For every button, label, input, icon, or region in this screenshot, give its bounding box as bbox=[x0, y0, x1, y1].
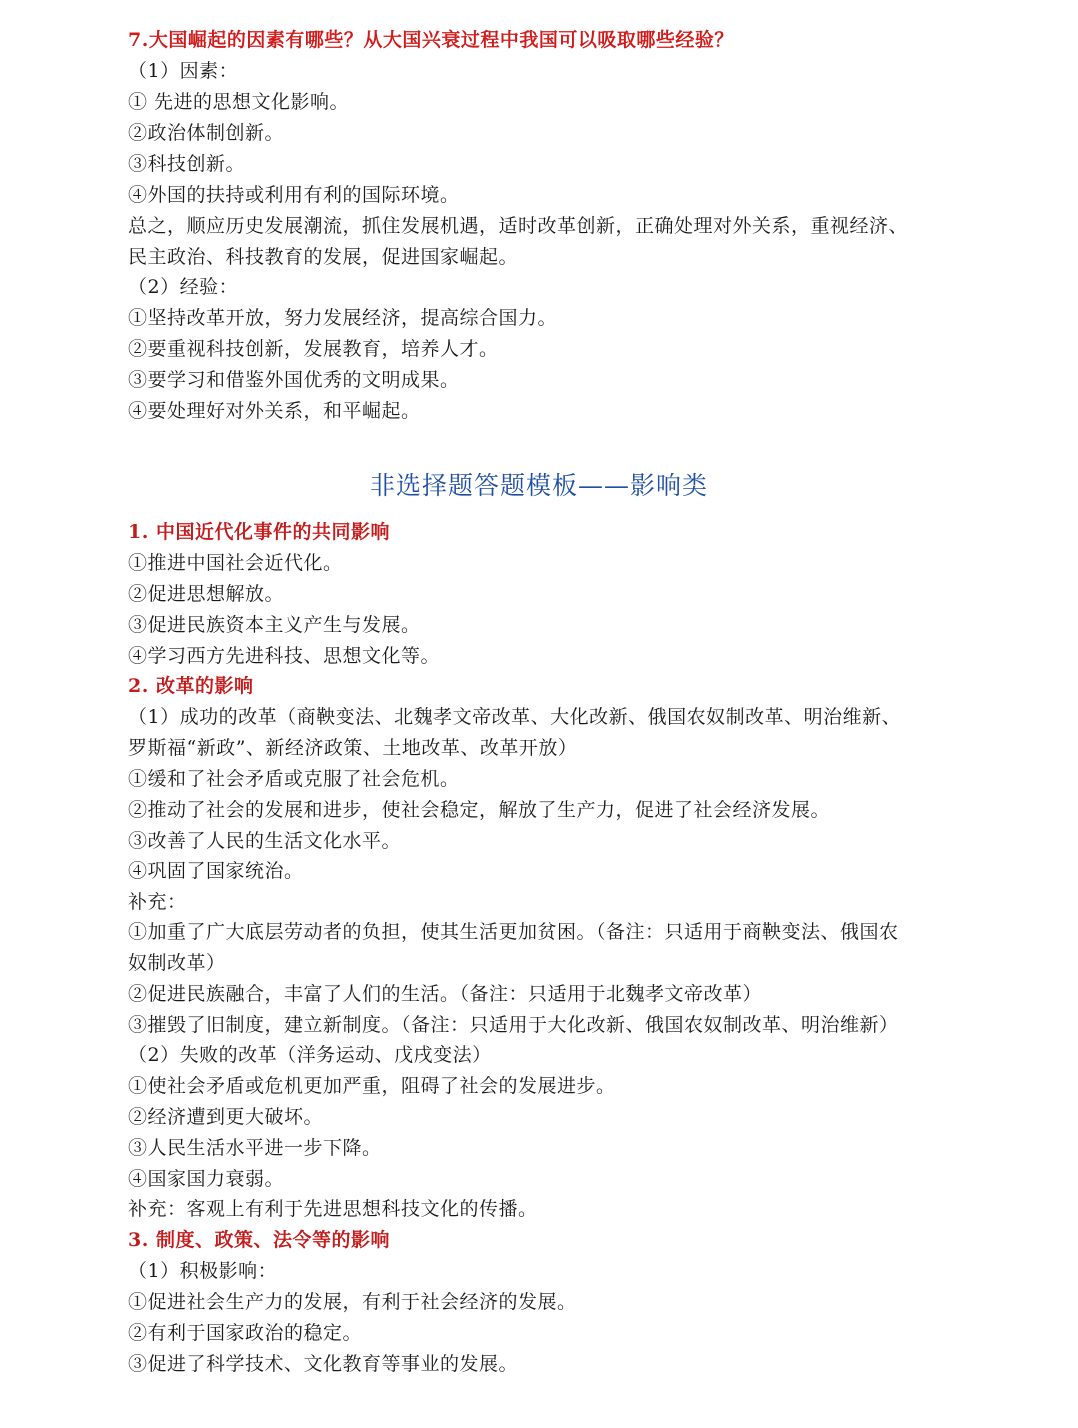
section-1-item: ④学习西方先进科技、思想文化等。 bbox=[128, 645, 441, 667]
success-reform-item: ②推动了社会的发展和进步，使社会稳定，解放了生产力，促进了社会经济发展。 bbox=[128, 799, 831, 821]
experience-item: ①坚持改革开放，努力发展经济，提高综合国力。 bbox=[128, 307, 558, 329]
success-reform-item: ①缓和了社会矛盾或克服了社会危机。 bbox=[128, 768, 460, 790]
factor-item: ③科技创新。 bbox=[128, 153, 246, 175]
template-title: 非选择题答题模板——影响类 bbox=[369, 471, 708, 500]
factors-heading: （1）因素： bbox=[128, 60, 239, 82]
experience-item: ③要学习和借鉴外国优秀的文明成果。 bbox=[128, 369, 460, 391]
section-1-item: ③促进民族资本主义产生与发展。 bbox=[128, 614, 421, 636]
question-7-title: 7.大国崛起的因素有哪些？从大国兴衰过程中我国可以吸取哪些经验？ bbox=[128, 29, 734, 51]
failed-reform-supplement: 补充：客观上有利于先进思想科技文化的传播。 bbox=[128, 1198, 538, 1220]
positive-impact-item: ②有利于国家政治的稳定。 bbox=[128, 1322, 363, 1344]
experience-heading: （2）经验： bbox=[128, 276, 239, 298]
failed-reform-item: ①使社会矛盾或危机更加严重，阻碍了社会的发展进步。 bbox=[128, 1075, 616, 1097]
section-2-title: 2. 改革的影响 bbox=[128, 675, 254, 697]
success-reform-item: ④巩固了国家统治。 bbox=[128, 860, 304, 882]
supplement-item-1b: 奴制改革） bbox=[128, 952, 226, 974]
summary-line-2: 民主政治、科技教育的发展，促进国家崛起。 bbox=[128, 246, 519, 268]
summary-line-1: 总之，顺应历史发展潮流，抓住发展机遇，适时改革创新，正确处理对外关系，重视经济、 bbox=[128, 215, 909, 237]
success-reform-item: ③改善了人民的生活文化水平。 bbox=[128, 830, 402, 852]
positive-impact-item: ③促进了科学技术、文化教育等事业的发展。 bbox=[128, 1353, 519, 1375]
failed-reform-item: ④国家国力衰弱。 bbox=[128, 1168, 285, 1190]
failed-reform-heading: （2）失败的改革（洋务运动、戊戌变法） bbox=[128, 1044, 492, 1066]
success-reform-heading-2: 罗斯福“新政”、新经济政策、土地改革、改革开放） bbox=[128, 737, 578, 759]
section-1-item: ①推进中国社会近代化。 bbox=[128, 552, 343, 574]
factor-item: ① 先进的思想文化影响。 bbox=[128, 91, 350, 113]
positive-impact-heading: （1）积极影响： bbox=[128, 1260, 278, 1282]
factor-item: ②政治体制创新。 bbox=[128, 122, 285, 144]
section-3-title: 3. 制度、政策、法令等的影响 bbox=[128, 1229, 390, 1251]
factor-item: ④外国的扶持或利用有利的国际环境。 bbox=[128, 184, 460, 206]
failed-reform-item: ③人民生活水平进一步下降。 bbox=[128, 1137, 382, 1159]
supplement-item-1a: ①加重了广大底层劳动者的负担，使其生活更加贫困。（备注：只适用于商鞅变法、俄国农 bbox=[128, 921, 899, 943]
positive-impact-item: ①促进社会生产力的发展，有利于社会经济的发展。 bbox=[128, 1291, 577, 1313]
failed-reform-item: ②经济遭到更大破坏。 bbox=[128, 1106, 324, 1128]
supplement-item-3: ③摧毁了旧制度，建立新制度。（备注：只适用于大化改新、俄国农奴制改革、明治维新） bbox=[128, 1014, 899, 1036]
experience-item: ②要重视科技创新，发展教育，培养人才。 bbox=[128, 338, 499, 360]
supplement-label: 补充： bbox=[128, 891, 187, 913]
experience-item: ④要处理好对外关系，和平崛起。 bbox=[128, 400, 421, 422]
section-1-item: ②促进思想解放。 bbox=[128, 583, 285, 605]
supplement-item-2: ②促进民族融合，丰富了人们的生活。（备注：只适用于北魏孝文帝改革） bbox=[128, 983, 763, 1005]
section-1-title: 1. 中国近代化事件的共同影响 bbox=[128, 521, 390, 543]
success-reform-heading-1: （1）成功的改革（商鞅变法、北魏孝文帝改革、大化改新、俄国农奴制改革、明治维新、 bbox=[128, 706, 902, 728]
